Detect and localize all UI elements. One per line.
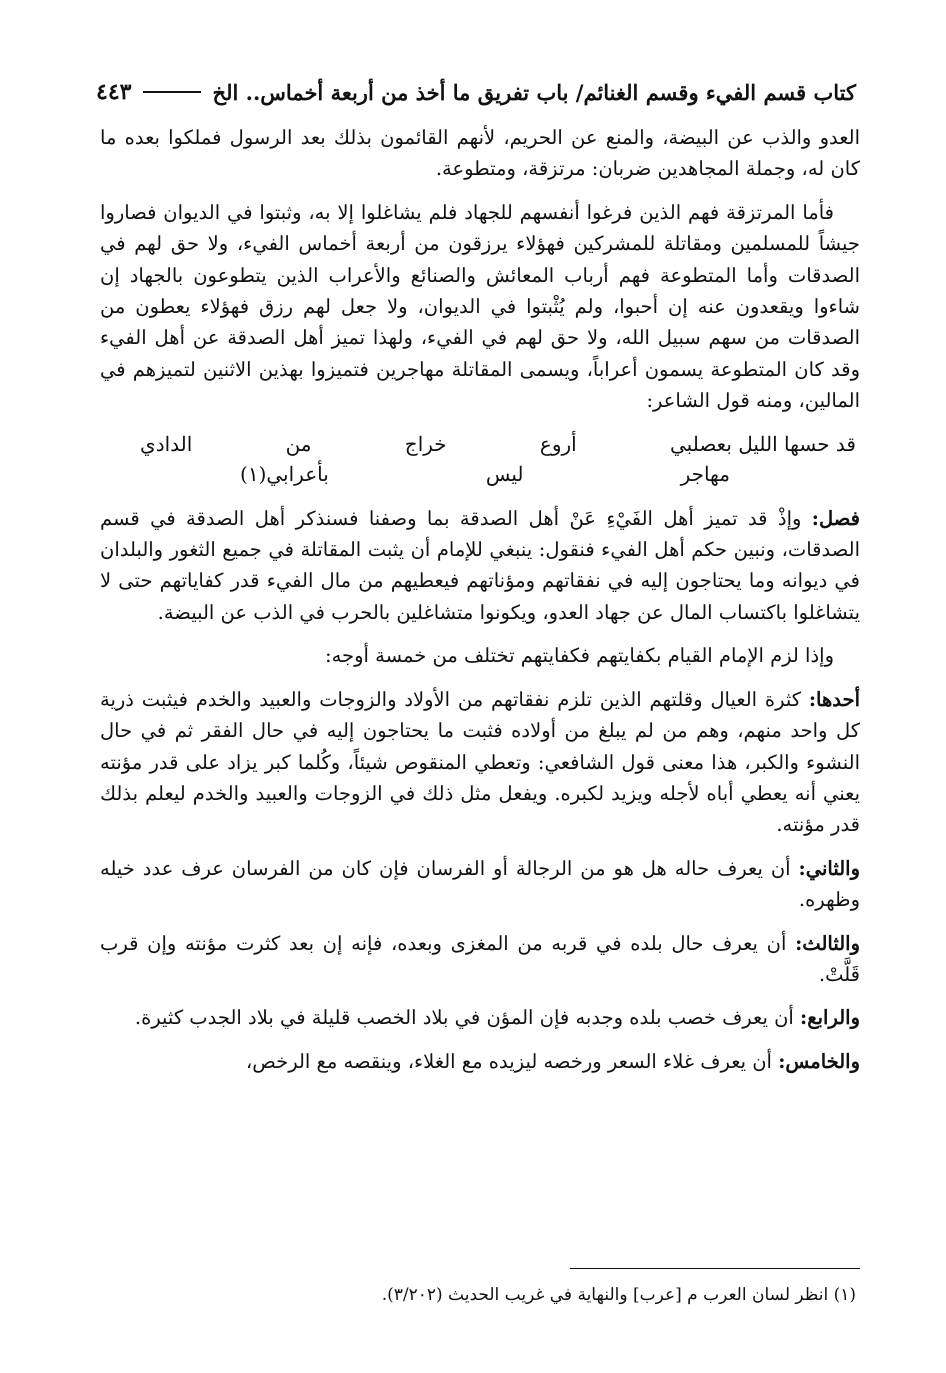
aspect-heading: والثالث: [795,931,860,955]
aspect-heading: والثاني: [798,856,860,880]
aspect-paragraph [100,928,860,991]
verse-word: ليس [485,461,524,486]
aspect-paragraph [100,1046,860,1077]
header-rule [143,91,200,93]
aspect-text: أن يعرف حال بلده في قربه من المغزى وبعده، فإنه إن بعد كثرت مؤنته وإن قرب قَلَّتْ. [100,931,860,986]
verse-word: قد حسها الليل بعصلبي [670,431,856,456]
verse-word: الدادي [140,431,193,456]
page-body [100,122,860,1089]
aspect-paragraph [100,853,860,916]
aspect-paragraph [100,684,860,841]
aspect-heading: والخامس: [778,1049,860,1073]
footnote: (١) انظر لسان العرب م [عرب] والنهاية في غريب الحديث (٣/٢٠٢). [381,1285,856,1305]
aspect-text: أن يعرف خصب بلده وجدبه فإن المؤن في بلاد الخصب قليلة في بلاد الجدب كثيرة. [134,1006,801,1030]
poetry-verse [100,429,860,489]
aspect-text: أن يعرف حاله هل هو من الرجالة أو الفرسان فإن كان من الفرسان عرف عدد خيله وظهره. [100,856,860,912]
verse-line-1 [100,429,860,459]
page-number: ٤٤٣ [96,79,132,105]
fasl-text: وإذْ قد تميز أهل الفَيْءِ عَنْ أهل الصدقة بما وصفنا فسنذكر أهل الصدقة في قسم الصدقات، ونبين حكم أهل الفيء فنقول: ينبغي للإمام أن يثبت المقاتلة في جميع الثغور والبلدان في ديوانه وما يحتاجون إليه في نفقاتهم ومؤناتهم فيعطيهم من مال الفيء قدر كفاياتهم حتى لا يتشاغلوا باكتساب المال عن جهاد العدو، ويكونوا متشاغلين بالحرب في الذب عن البيضة. [100,506,860,624]
running-header [96,74,856,110]
header-title: كتاب قسم الفيء وقسم الغنائم/ باب تفريق ما أخذ من أربعة أخماس.. الخ [212,79,856,105]
aspect-text: كثرة العيال وقلتهم الذين تلزم نفقاتهم من الأولاد والزوجات والعبيد والخدم فيثبت ذرية كل واحد منهم، وهم من لم يبلغ من أولاده فثبت ما يحتاجون إليه في حال الفقر ثم في حال النشوء والكبر، هذا معنى قول الشافعي: وتعطي المنقوص شيئاً، وكُلما كبر يزاد على قدر مؤنته يعني أنه يعطي أباه لأجله ويزيد لكبره. ويفعل مثل ذلك في الزوجات والعبيد والخدم ليعلم بذلك قدر مؤنته. [100,687,860,837]
verse-line-2 [100,459,860,489]
paragraph-continuation: العدو والذب عن البيضة، والمنع عن الحريم، لأنهم القائمون بذلك بعد الرسول فملكوا بعده ما كان له، وجملة المجاهدين ضربان: مرتزقة، ومتطوعة. [100,126,860,181]
aspect-paragraph [100,1002,860,1033]
verse-word: بأعرابي(١) [240,461,329,486]
paragraph-murtaziqa: فأما المرتزقة فهم الذين فرغوا أنفسهم للجهاد فلم يشاغلوا إلا به، وثبتوا في الديوان فصاروا جيشاً للمسلمين ومقاتلة للمشركين فهؤلاء يرزقون من أربعة أخماس الفيء، ولا حق لهم في الصدقات وأما المتطوعة فهم أرباب المعائش والصنائع والأعراب الذين يتطوعون بالجهاد إن شاءوا ويقعدون عنه إن أحبوا، ولم يُثْبتوا في الديوان، ولا جعل لهم رزق فهؤلاء يعطون من الصدقات من سهم سبيل الله، ولا حق لهم في الفيء، ولهذا تميز أهل الصدقة عن أهل الفيء وقد كان المتطوعة يسمون أعراباً، ويسمى المقاتلة مهاجرين فتميزوا بهذين الاثنين لتميزهم في المالين، ومنه قول الشاعر: [100,200,860,413]
verse-word: من [285,431,312,456]
fasl-heading: فصل: [811,506,860,530]
paragraph-fasl [100,503,860,629]
aspect-heading: والرابع: [800,1006,860,1030]
aspect-heading: أحدها: [808,687,860,711]
verse-word: مهاجر [680,461,730,486]
footnote-separator [570,1268,860,1269]
verse-word: خراج [404,431,447,456]
aspect-text: أن يعرف غلاء السعر ورخصه ليزيده مع الغلاء، وينقصه مع الرخص، [245,1049,779,1073]
verse-word: أروع [539,431,577,456]
paragraph-five-aspects: وإذا لزم الإمام القيام بكفايتهم فكفايتهم تختلف من خمسة أوجه: [325,644,834,668]
